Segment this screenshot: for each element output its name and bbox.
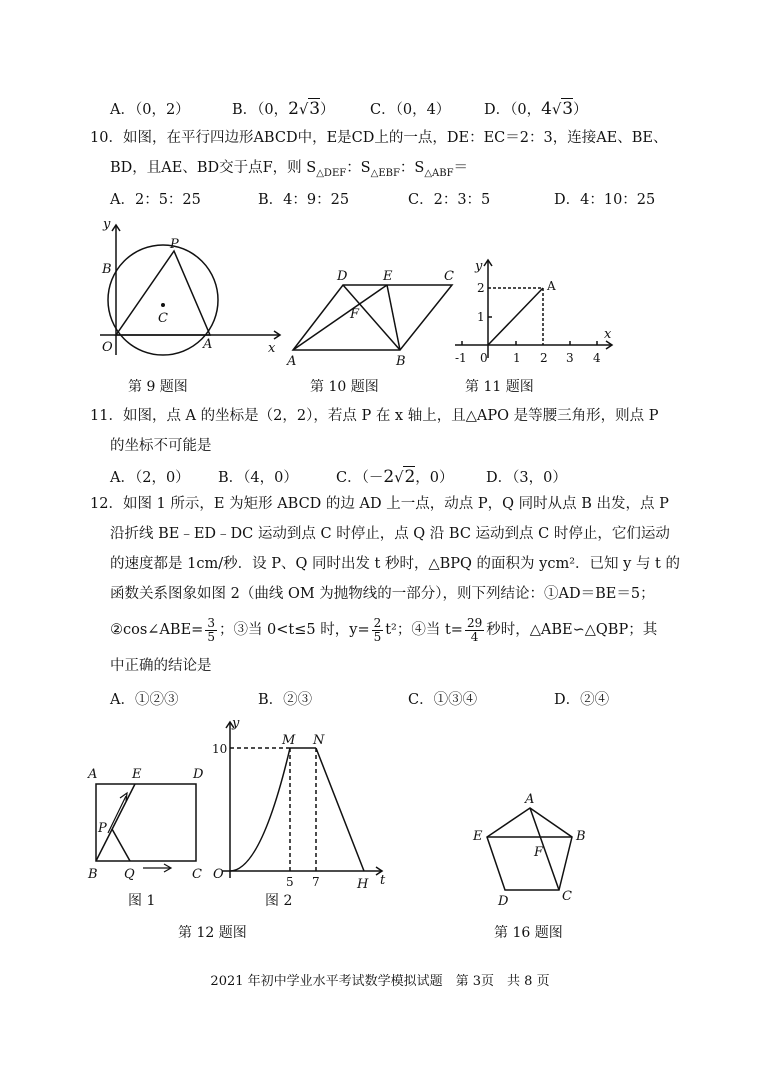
fig9-label-C: C (158, 311, 168, 326)
fig9-label-P: P (170, 237, 179, 252)
fig12b-label-H: H (357, 877, 369, 892)
q11-line-1: 11．如图，点 A 的坐标是（2，2），若点 P 在 x 轴上，且△APO 是等腰三角形，则点 P (90, 408, 659, 424)
q9-option-d: D．（0，4√3） (484, 99, 588, 119)
fig11-tick-x-neg1: -1 (455, 351, 467, 365)
q10-option-d: D．4：10：25 (554, 192, 656, 208)
fig16-label-B: B (576, 829, 586, 844)
fig16-caption: 第 16 题图 (494, 925, 563, 941)
q11-option-b: B．（4，0） (218, 470, 298, 486)
q12-line-3: 的速度都是 1cm/秒．设 P、Q 同时出发 t 秒时，△BPQ 的面积为 ycm²．已知 y 与 t 的 (110, 556, 680, 572)
page-footer: 2021 年初中学业水平考试数学模拟试题 第 3页 共 8 页 (210, 974, 550, 989)
fig12b-label-5: 5 (286, 875, 294, 889)
fig12a-label-P: P (98, 821, 107, 836)
q12-option-c: C．①③④ (408, 692, 478, 708)
fig9-label-O: O (102, 340, 113, 355)
fig16-label-A: A (525, 792, 535, 807)
fig12b-label-O: O (213, 867, 224, 882)
fig10-label-A: A (287, 354, 297, 369)
fig11-label-y: y (475, 259, 483, 274)
q12-line-6: 中正确的结论是 (110, 658, 212, 674)
fig12a-label-A: A (88, 767, 98, 782)
fig11-tick-x-4: 4 (593, 351, 601, 365)
fig12a-label-Q: Q (124, 867, 135, 882)
q11-line-2: 的坐标不可能是 (110, 438, 212, 454)
fig10-caption: 第 10 题图 (310, 379, 379, 395)
fig12b-label-7: 7 (312, 875, 320, 889)
fig10-label-C: C (444, 269, 454, 284)
q12-option-d: D．②④ (554, 692, 610, 708)
fig10-label-B: B (396, 354, 406, 369)
fig16-label-F: F (534, 845, 544, 860)
fig16-label-C: C (562, 889, 572, 904)
q10-option-c: C．2：3：5 (408, 192, 491, 208)
q10-option-a: A．2：5：25 (110, 192, 201, 208)
q12-line-1: 12．如图 1 所示，E 为矩形 ABCD 的边 AD 上一点，动点 P，Q 同时从点 B 出发，点 P (90, 496, 669, 512)
fig12a-label-B: B (88, 867, 98, 882)
q10-option-b: B．4：9：25 (258, 192, 350, 208)
q9-option-a: A．（0，2） (110, 102, 190, 118)
fig10-label-D: D (337, 269, 348, 284)
q9-option-c: C．（0，4） (370, 102, 451, 118)
fig12b-label-M: M (282, 733, 296, 748)
fig9-caption: 第 9 题图 (128, 379, 188, 395)
fig11-label-A: A (547, 279, 556, 293)
q11-option-c: C．（－2√2，0） (336, 467, 454, 487)
q11-option-a: A．（2，0） (110, 470, 190, 486)
q9-option-b: B．（0，2√3） (232, 99, 335, 119)
fig12a-caption: 图 1 (128, 893, 156, 909)
fig11-tick-y-2: 2 (477, 281, 485, 295)
fig11-label-x: x (604, 327, 612, 342)
q12-option-b: B．②③ (258, 692, 313, 708)
fig11-tick-x-1: 1 (513, 351, 521, 365)
q12-line-5: ②cos∠ABE= $\frac{3}{5}$ ；③当 0<t≤5 时，y= $\frac{2}{5}$ t²；④当 t= $\frac{29}{4}$ 秒时，△ABE∽△QBP；其 (110, 615, 658, 644)
fig11-tick-y-1: 1 (477, 310, 485, 324)
q10-line-1: 10．如图，在平行四边形ABCD中，E是CD上的一点，DE：EC＝2：3，连接AE、BE、 (90, 130, 668, 146)
fig9-label-x: x (268, 341, 276, 356)
fig12a-label-C: C (192, 867, 202, 882)
q12-line-2: 沿折线 BE﹣ED﹣DC 运动到点 C 时停止，点 Q 沿 BC 运动到点 C 时停止，它们运动 (110, 526, 670, 542)
fig11-tick-x-2: 2 (540, 351, 548, 365)
q11-option-d: D．（3，0） (486, 470, 567, 486)
fig16-label-D: D (498, 894, 509, 909)
q12-option-a: A．①②③ (110, 692, 179, 708)
fig12b-caption: 图 2 (265, 893, 293, 909)
fig10-label-F: F (350, 307, 360, 322)
fig16-label-E: E (473, 829, 483, 844)
fig16-pentagon (487, 808, 572, 890)
fig12a-label-E: E (132, 767, 142, 782)
q10-line-2: BD，且AE、BD交于点F，则 $S_{\triangle DEF}$：$S_{\triangle EBF}$：$S_{\triangle ABF}=$ (110, 160, 469, 179)
fig12b-label-N: N (313, 733, 325, 748)
fig10-label-E: E (383, 269, 393, 284)
q12-line-4: 函数关系图象如图 2（曲线 OM 为抛物线的一部分），则下列结论：①AD＝BE＝5； (110, 586, 655, 602)
fig11-tick-x-3: 3 (566, 351, 574, 365)
fig12b-label-10: 10 (212, 742, 228, 756)
fig11-tick-x-0: 0 (480, 351, 488, 365)
fig12-caption: 第 12 题图 (178, 925, 247, 941)
fig9-label-B: B (102, 262, 112, 277)
fig12b-label-t: t (380, 873, 386, 888)
fig12a-label-D: D (193, 767, 204, 782)
fig11-caption: 第 11 题图 (465, 379, 534, 395)
fig9-label-y: y (103, 217, 111, 232)
fig12b-label-y: y (232, 716, 240, 731)
fig9-label-A: A (203, 337, 213, 352)
